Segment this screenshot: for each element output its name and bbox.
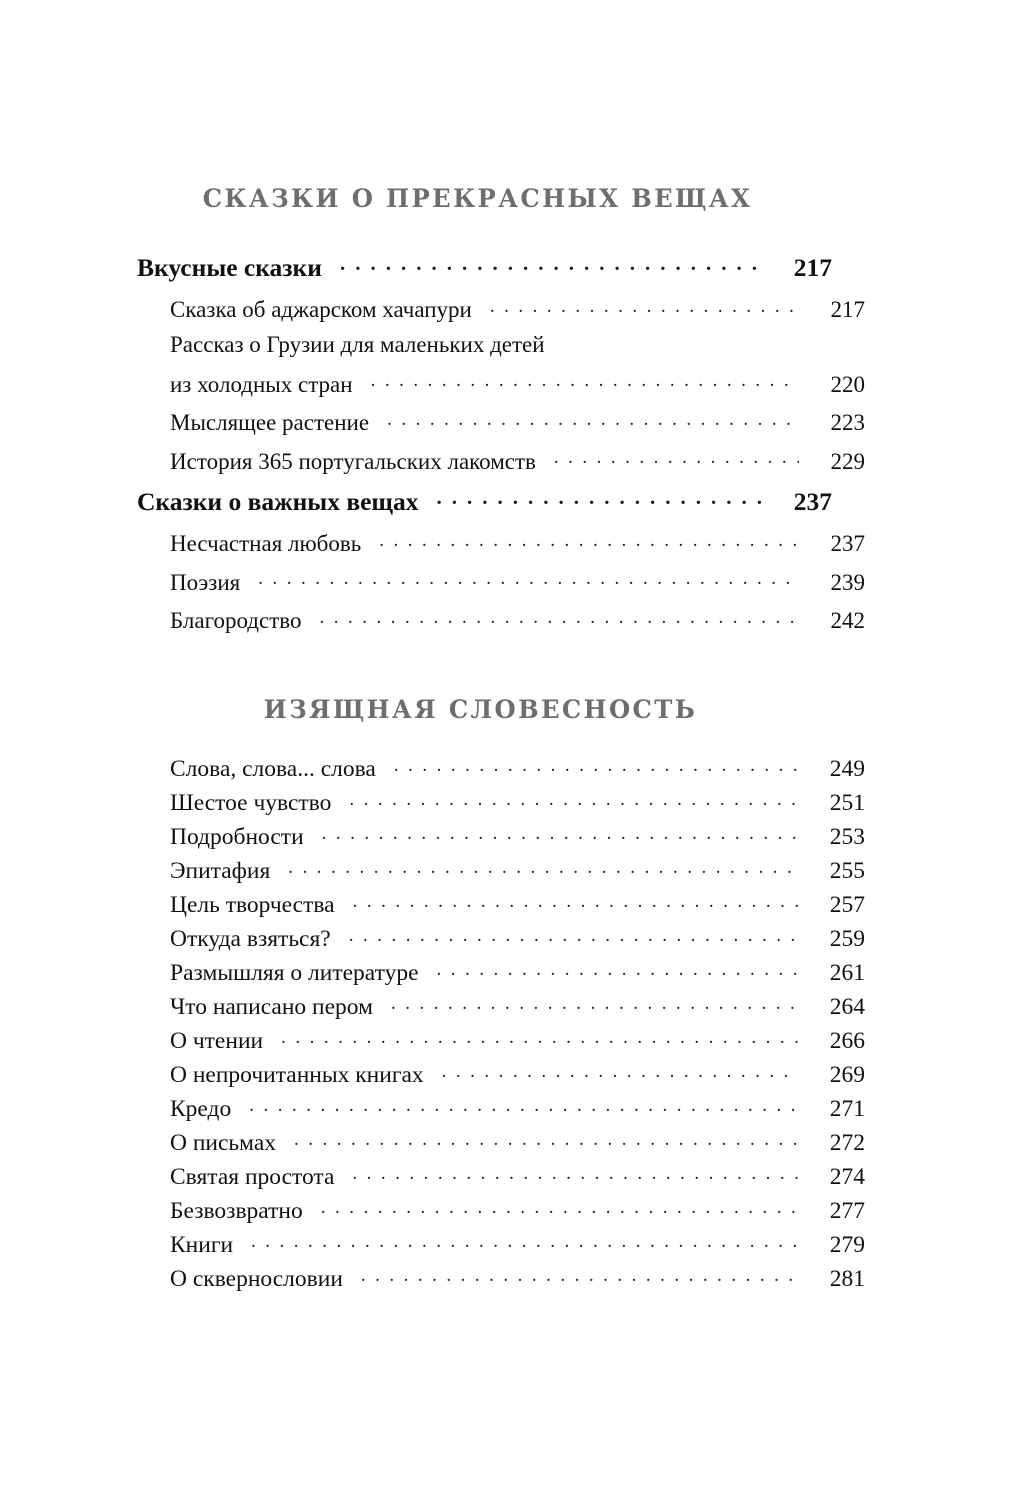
toc-entry-page-number: 251 <box>829 790 865 817</box>
toc-entry-page-number: 279 <box>829 1232 865 1259</box>
toc-entry[interactable] <box>137 923 865 957</box>
toc-entry-label: Мыслящее растение <box>170 410 370 436</box>
toc-entry-label: Откуда взяться? <box>170 926 331 953</box>
toc-entry-label: О чтении <box>170 1028 264 1055</box>
dot-leader <box>251 1229 799 1253</box>
toc-entry[interactable] <box>137 1127 865 1161</box>
toc-entry-label: Благородство <box>170 608 302 634</box>
toc-entry-page-number: 220 <box>830 371 865 397</box>
dot-leader <box>319 605 799 628</box>
toc-entry[interactable] <box>137 250 832 294</box>
toc-entry-page-number: 261 <box>829 960 865 987</box>
toc-entry[interactable] <box>137 957 865 991</box>
toc-entry-page-number: 266 <box>829 1028 865 1055</box>
toc-entry-page-number: 257 <box>829 892 865 919</box>
toc-entry[interactable] <box>137 855 865 889</box>
toc-entry-label: История 365 португальских лакомств <box>170 448 536 474</box>
toc-entry[interactable] <box>137 1059 865 1093</box>
toc-entry-page-number: 217 <box>793 252 832 282</box>
toc-group-2 <box>137 753 865 1297</box>
dot-leader <box>352 1161 799 1185</box>
toc-entry-label: Поэзия <box>170 569 241 595</box>
dot-leader <box>340 250 766 276</box>
toc-entry[interactable] <box>137 567 865 606</box>
toc-entry-page-number: 249 <box>829 756 865 783</box>
toc-entry-label: Эпитафия <box>170 858 271 885</box>
toc-entry[interactable] <box>137 484 832 528</box>
toc-entry-page-number: 237 <box>793 486 832 516</box>
dot-leader <box>490 294 799 317</box>
dot-leader <box>436 484 766 510</box>
toc-entry[interactable] <box>137 294 865 333</box>
toc-entry[interactable] <box>137 821 865 855</box>
dot-leader <box>353 889 799 913</box>
dot-leader <box>281 1025 799 1049</box>
dot-leader <box>258 567 799 590</box>
dot-leader <box>361 1263 799 1287</box>
toc-entry-label: Книги <box>170 1232 234 1259</box>
toc-entry[interactable] <box>137 369 865 408</box>
dot-leader <box>249 1093 799 1117</box>
toc-entry-label: О непрочитанных книгах <box>170 1062 424 1089</box>
dot-leader <box>321 1195 799 1219</box>
dot-leader <box>288 855 799 879</box>
toc-entry-page-number: 269 <box>829 1062 865 1089</box>
toc-entry-label: Подробности <box>170 824 304 851</box>
toc-entry[interactable] <box>137 1161 865 1195</box>
toc-entry[interactable] <box>137 446 865 485</box>
toc-entry-page-number: 259 <box>829 926 865 953</box>
toc-entry[interactable] <box>137 753 865 787</box>
dot-leader <box>379 528 799 551</box>
toc-entry-page-number: 271 <box>829 1096 865 1123</box>
toc-entry[interactable] <box>137 333 865 369</box>
toc-entry[interactable] <box>137 1263 865 1297</box>
toc-entry-label: О сквернословии <box>170 1266 343 1293</box>
toc-entry-page-number: 253 <box>829 824 865 851</box>
toc-entry-label: О письмах <box>170 1130 277 1157</box>
toc-entry[interactable] <box>137 889 865 923</box>
section-heading-izyashchnaya-slovesnost: ИЗЯЩНАЯ СЛОВЕСНОСТЬ <box>263 695 698 725</box>
toc-entry-page-number: 217 <box>830 297 865 323</box>
toc-entry-page-number: 229 <box>830 448 865 474</box>
toc-entry-label: Безвозвратно <box>170 1198 303 1225</box>
toc-entry-label: Кредо <box>170 1096 232 1123</box>
toc-entry-page-number: 272 <box>829 1130 865 1157</box>
toc-entry-page-number: 264 <box>829 994 865 1021</box>
toc-entry-page-number: 242 <box>830 608 865 634</box>
dot-leader <box>349 923 799 947</box>
dot-leader <box>394 753 799 777</box>
dot-leader <box>349 787 799 811</box>
toc-entry-page-number: 281 <box>829 1266 865 1293</box>
toc-entry[interactable] <box>137 1229 865 1263</box>
toc-entry-label: Что написано пером <box>170 994 373 1021</box>
dot-leader <box>371 369 799 392</box>
toc-entry-label: Несчастная любовь <box>170 531 362 557</box>
toc-group-1 <box>137 250 865 644</box>
section-heading-skazki-o-prekrasnyh-veshchah: СКАЗКИ О ПРЕКРАСНЫХ ВЕЩАХ <box>202 185 753 214</box>
toc-entry-label: Шестое чувство <box>170 790 332 817</box>
dot-leader <box>442 1059 799 1083</box>
toc-entry-label: Размышляя о литературе <box>170 960 419 987</box>
toc-entry-page-number: 223 <box>830 410 865 436</box>
dot-leader <box>294 1127 799 1151</box>
toc-entry-label: Сказки о важных вещах <box>137 486 419 516</box>
toc-entry-label: Цель творчества <box>170 892 335 919</box>
dot-leader <box>437 957 799 981</box>
toc-entry-label: Вкусные сказки <box>137 252 322 282</box>
toc-entry-page-number: 255 <box>829 858 865 885</box>
toc-entry-label: Сказка об аджарском хачапури <box>170 297 472 323</box>
toc-entry[interactable] <box>137 787 865 821</box>
toc-entry-page-number: 237 <box>830 531 865 557</box>
dot-leader <box>391 991 799 1015</box>
toc-entry[interactable] <box>137 1025 865 1059</box>
toc-entry-page-number: 274 <box>829 1164 865 1191</box>
toc-entry[interactable] <box>137 605 865 644</box>
toc-entry-label: Рассказ о Грузии для маленьких детей <box>170 331 545 357</box>
toc-entry-label: из холодных стран <box>170 371 353 397</box>
toc-entry[interactable] <box>137 991 865 1025</box>
toc-entry-label: Святая простота <box>170 1164 335 1191</box>
toc-entry[interactable] <box>137 1195 865 1229</box>
toc-entry-page-number: 239 <box>830 569 865 595</box>
dot-leader <box>387 407 799 430</box>
toc-entry[interactable] <box>137 528 865 567</box>
toc-entry[interactable] <box>137 407 865 446</box>
toc-entry-label: Слова, слова... слова <box>170 756 376 783</box>
toc-entry-page-number: 277 <box>829 1198 865 1225</box>
dot-leader <box>554 446 799 469</box>
toc-entry[interactable] <box>137 1093 865 1127</box>
dot-leader <box>322 821 799 845</box>
